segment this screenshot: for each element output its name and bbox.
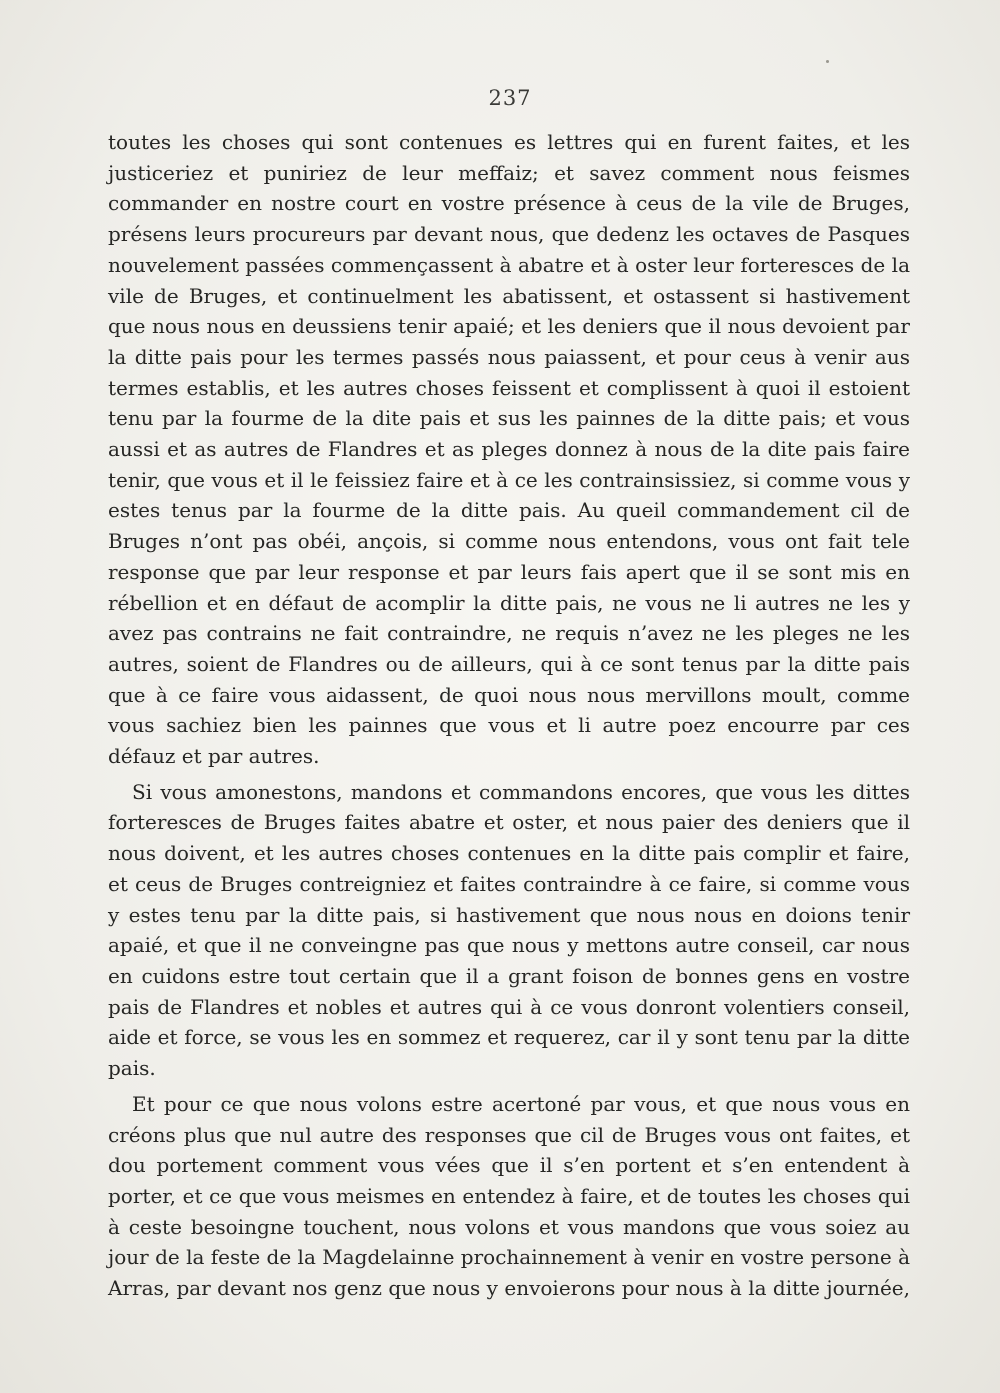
page-number: 237 bbox=[488, 86, 532, 110]
paragraph-1: toutes les choses qui sont contenues es lettres qui en furent faites, et les justiceriez et puniriez de leur meffaiz; et savez comment nous feismes commander en nostre court en vostre présence à ceus de la vile de Bruges, présens leurs procureurs par devant nous, que dedenz les octaves de Pasques nouvelement passées commençassent à abatre et à oster leur forteresces de la vile de Bruges, et continuelment les abatissent, et ostassent si hastivement que nous nous en deussiens tenir apaié; et les deniers que il nous devoient par la ditte pais pour les termes passés nous paiassent, et pour ceus à venir aus termes establis, et les autres choses feissent et complissent à quoi il estoient tenu par la fourme de la dite pais et sus les painnes de la ditte pais; et vous aussi et as autres de Flandres et as pleges donnez à nous de la dite pais faire tenir, que vous et il le feissiez faire et à ce les contrainsissiez, si comme vous y estes tenus par la fourme de la ditte pais. Au queil commandement cil de Bruges n’ont pas obéi, ançois, si comme nous entendons, vous ont fait tele response que par leur response et par leurs fais apert que il se sont mis en rébellion et en défaut de acomplir la ditte pais, ne vous ne li autres ne les y avez pas contrains ne fait contraindre, ne requis n’avez ne les pleges ne les autres, soient de Flandres ou de ailleurs, qui à ce sont tenus par la ditte pais que à ce faire vous aidassent, de quoi nous nous mervillons moult, comme vous sachiez bien les painnes que vous et li autre poez encourre par ces défauz et par autres. bbox=[108, 130, 910, 769]
paragraph-3: Et pour ce que nous volons estre acertoné par vous, et que nous vous en créons plus que nul autre des responses que cil de Bruges vous ont faites, et dou portement comment vous vées que il s’en portent et s’en entendent à porter, et ce que vous meismes en entendez à faire, et de toutes les choses qui à ceste besoingne touchent, nous volons et vous mandons que vous soiez au jour de la feste de la Magdelainne prochainnement à venir en vostre persone à Arras, par devant nos genz que nous y envoierons pour nous à la ditte journée, bbox=[108, 1091, 910, 1301]
paragraph-2: Si vous amonestons, mandons et commandons encores, que vous les dittes forteresces de Bruges faites abatre et oster, et nous paier des deniers que il nous doivent, et les autres choses contenues en la ditte pais complir et faire, et ceus de Bruges contreigniez et faites contraindre à ce faire, si comme vous y estes tenu par la ditte pais, si hastivement que nous nous en doions tenir apaié, et que il ne conveingne pas que nous y mettons autre conseil, car nous en cuidons estre tout certain que il a grant foison de bonnes gens en vostre pais de Flandres et nobles et autres qui à ce vous donront volentiers conseil, aide et force, se vous les en sommez et requerez, car il y sont tenu par la ditte pais. bbox=[108, 779, 910, 1081]
body-text bbox=[108, 127, 910, 1304]
paper-speck bbox=[826, 60, 829, 63]
